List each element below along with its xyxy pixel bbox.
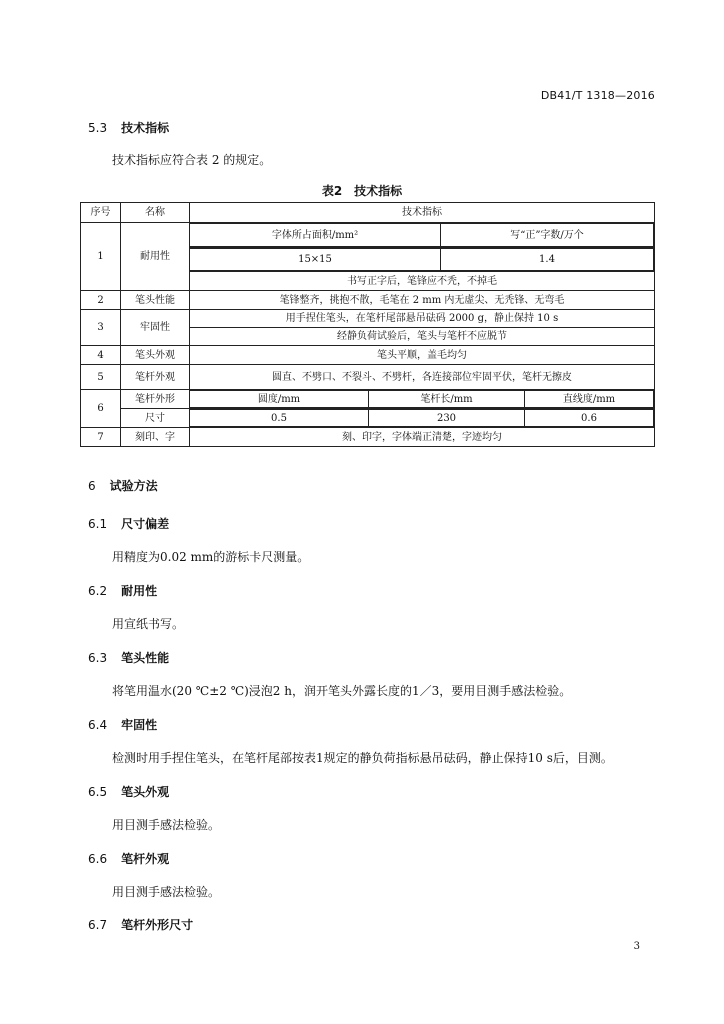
table-row [81, 346, 655, 365]
cell-area-head: 字体所占面积/mm² [190, 224, 441, 247]
section-number: 5.3 [88, 121, 108, 135]
cell-spec: 笔锋整齐，挑抱不散，毛笔在 2 mm 内无虚尖、无秃锋、无弯毛 [190, 291, 655, 310]
table-caption: 表2 技术指标 [321, 184, 403, 198]
cell-name: 笔头性能 [121, 291, 190, 310]
cell-seq: 2 [81, 291, 121, 310]
section-title: 技术指标 [121, 121, 170, 135]
cell-name: 牢固性 [121, 310, 190, 346]
section-6-4-text: 检测时用手捏住笔头，在笔杆尾部按表1规定的静负荷指标悬吊砝码，静止保持10 s后，目测。 [112, 751, 613, 765]
section-number: 6.6 [88, 852, 108, 866]
cell-straightness-value: 0.6 [525, 410, 654, 427]
table-row [81, 365, 655, 390]
section-number: 6.3 [88, 651, 108, 665]
section-6-2-text: 用宣纸书写。 [112, 617, 185, 631]
section-6-6-text: 用目测手感法检验。 [112, 885, 221, 899]
cell-seq: 5 [81, 365, 121, 390]
cell-name: 尺寸 [121, 409, 190, 428]
section-6-heading [88, 477, 158, 494]
cell-note: 书写正字后，笔锋应不秃，不掉毛 [190, 272, 655, 291]
section-title: 试验方法 [109, 479, 158, 493]
table-row [81, 390, 655, 409]
section-6-3-heading [88, 649, 169, 666]
header-name: 名称 [121, 203, 190, 223]
document-code: DB41/T 1318—2016 [540, 89, 655, 102]
section-title: 牢固性 [121, 718, 158, 732]
table-header-row [81, 203, 655, 223]
cell-seq: 4 [81, 346, 121, 365]
section-title: 笔头性能 [121, 651, 170, 665]
cell-seq: 7 [81, 428, 121, 447]
table-row [81, 428, 655, 447]
section-number: 6.2 [88, 584, 108, 598]
cell-roundness-value: 0.5 [190, 410, 369, 427]
cell-name: 耐用性 [121, 223, 190, 291]
cell-name: 刻印、字 [121, 428, 190, 447]
section-number: 6 [88, 479, 96, 493]
section-title: 笔杆外形尺寸 [121, 918, 194, 932]
section-6-5-text: 用目测手感法检验。 [112, 818, 221, 832]
section-title: 耐用性 [121, 584, 158, 598]
section-6-1-text: 用精度为0.02 mm的游标卡尺测量。 [112, 550, 310, 564]
tech-spec-table [80, 202, 655, 447]
section-6-3-text: 将笔用温水(20 ℃±2 ℃)浸泡2 h，润开笔头外露长度的1／3，要用目测手感法检验。 [112, 684, 572, 698]
table-row [81, 291, 655, 310]
cell-roundness-head: 圆度/mm [190, 391, 369, 408]
table-row [81, 409, 655, 428]
section-title: 笔头外观 [121, 785, 170, 799]
cell-spec: 经静负荷试验后，笔头与笔杆不应脱节 [190, 328, 655, 346]
cell-seq: 6 [81, 390, 121, 428]
section-6-2-heading [88, 582, 157, 599]
cell-seq: 1 [81, 223, 121, 291]
section-6-5-heading [88, 783, 169, 800]
cell-name: 笔杆外形 [121, 390, 190, 409]
table-row [81, 310, 655, 328]
section-number: 6.7 [88, 918, 108, 932]
cell-length-value: 230 [369, 410, 525, 427]
section-title: 笔杆外观 [121, 852, 170, 866]
section-number: 6.1 [88, 517, 108, 531]
header-seq: 序号 [81, 203, 121, 223]
cell-name: 笔杆外观 [121, 365, 190, 390]
section-number: 6.4 [88, 718, 108, 732]
section-title: 尺寸偏差 [121, 517, 170, 531]
cell-spec: 刻、印字，字体端正清楚，字迹均匀 [190, 428, 655, 447]
section-6-6-heading [88, 850, 169, 867]
header-spec: 技术指标 [190, 203, 655, 223]
section-number: 6.5 [88, 785, 108, 799]
cell-spec: 圆直、不劈口、不裂斗、不劈杆，各连接部位牢固平伏，笔杆无擦皮 [190, 365, 655, 390]
section-6-1-heading [88, 515, 169, 532]
section-5-3-heading [88, 119, 169, 136]
cell-count-head: 写“正”字数/万个 [441, 224, 654, 247]
cell-spec: 用手捏住笔头，在笔杆尾部悬吊砝码 2000 g，静止保持 10 s [190, 310, 655, 328]
cell-straightness-head: 直线度/mm [525, 391, 654, 408]
cell-spec: 笔头平顺，盖毛均匀 [190, 346, 655, 365]
page-number: 3 [633, 941, 640, 952]
cell-seq: 3 [81, 310, 121, 346]
section-6-4-heading [88, 716, 157, 733]
section-6-7-heading [88, 916, 193, 933]
section-5-3-text: 技术指标应符合表 2 的规定。 [112, 153, 272, 167]
table-row [81, 223, 655, 248]
cell-area-value: 15×15 [190, 249, 441, 271]
cell-length-head: 笔杆长/mm [369, 391, 525, 408]
cell-count-value: 1.4 [441, 249, 654, 271]
cell-name: 笔头外观 [121, 346, 190, 365]
